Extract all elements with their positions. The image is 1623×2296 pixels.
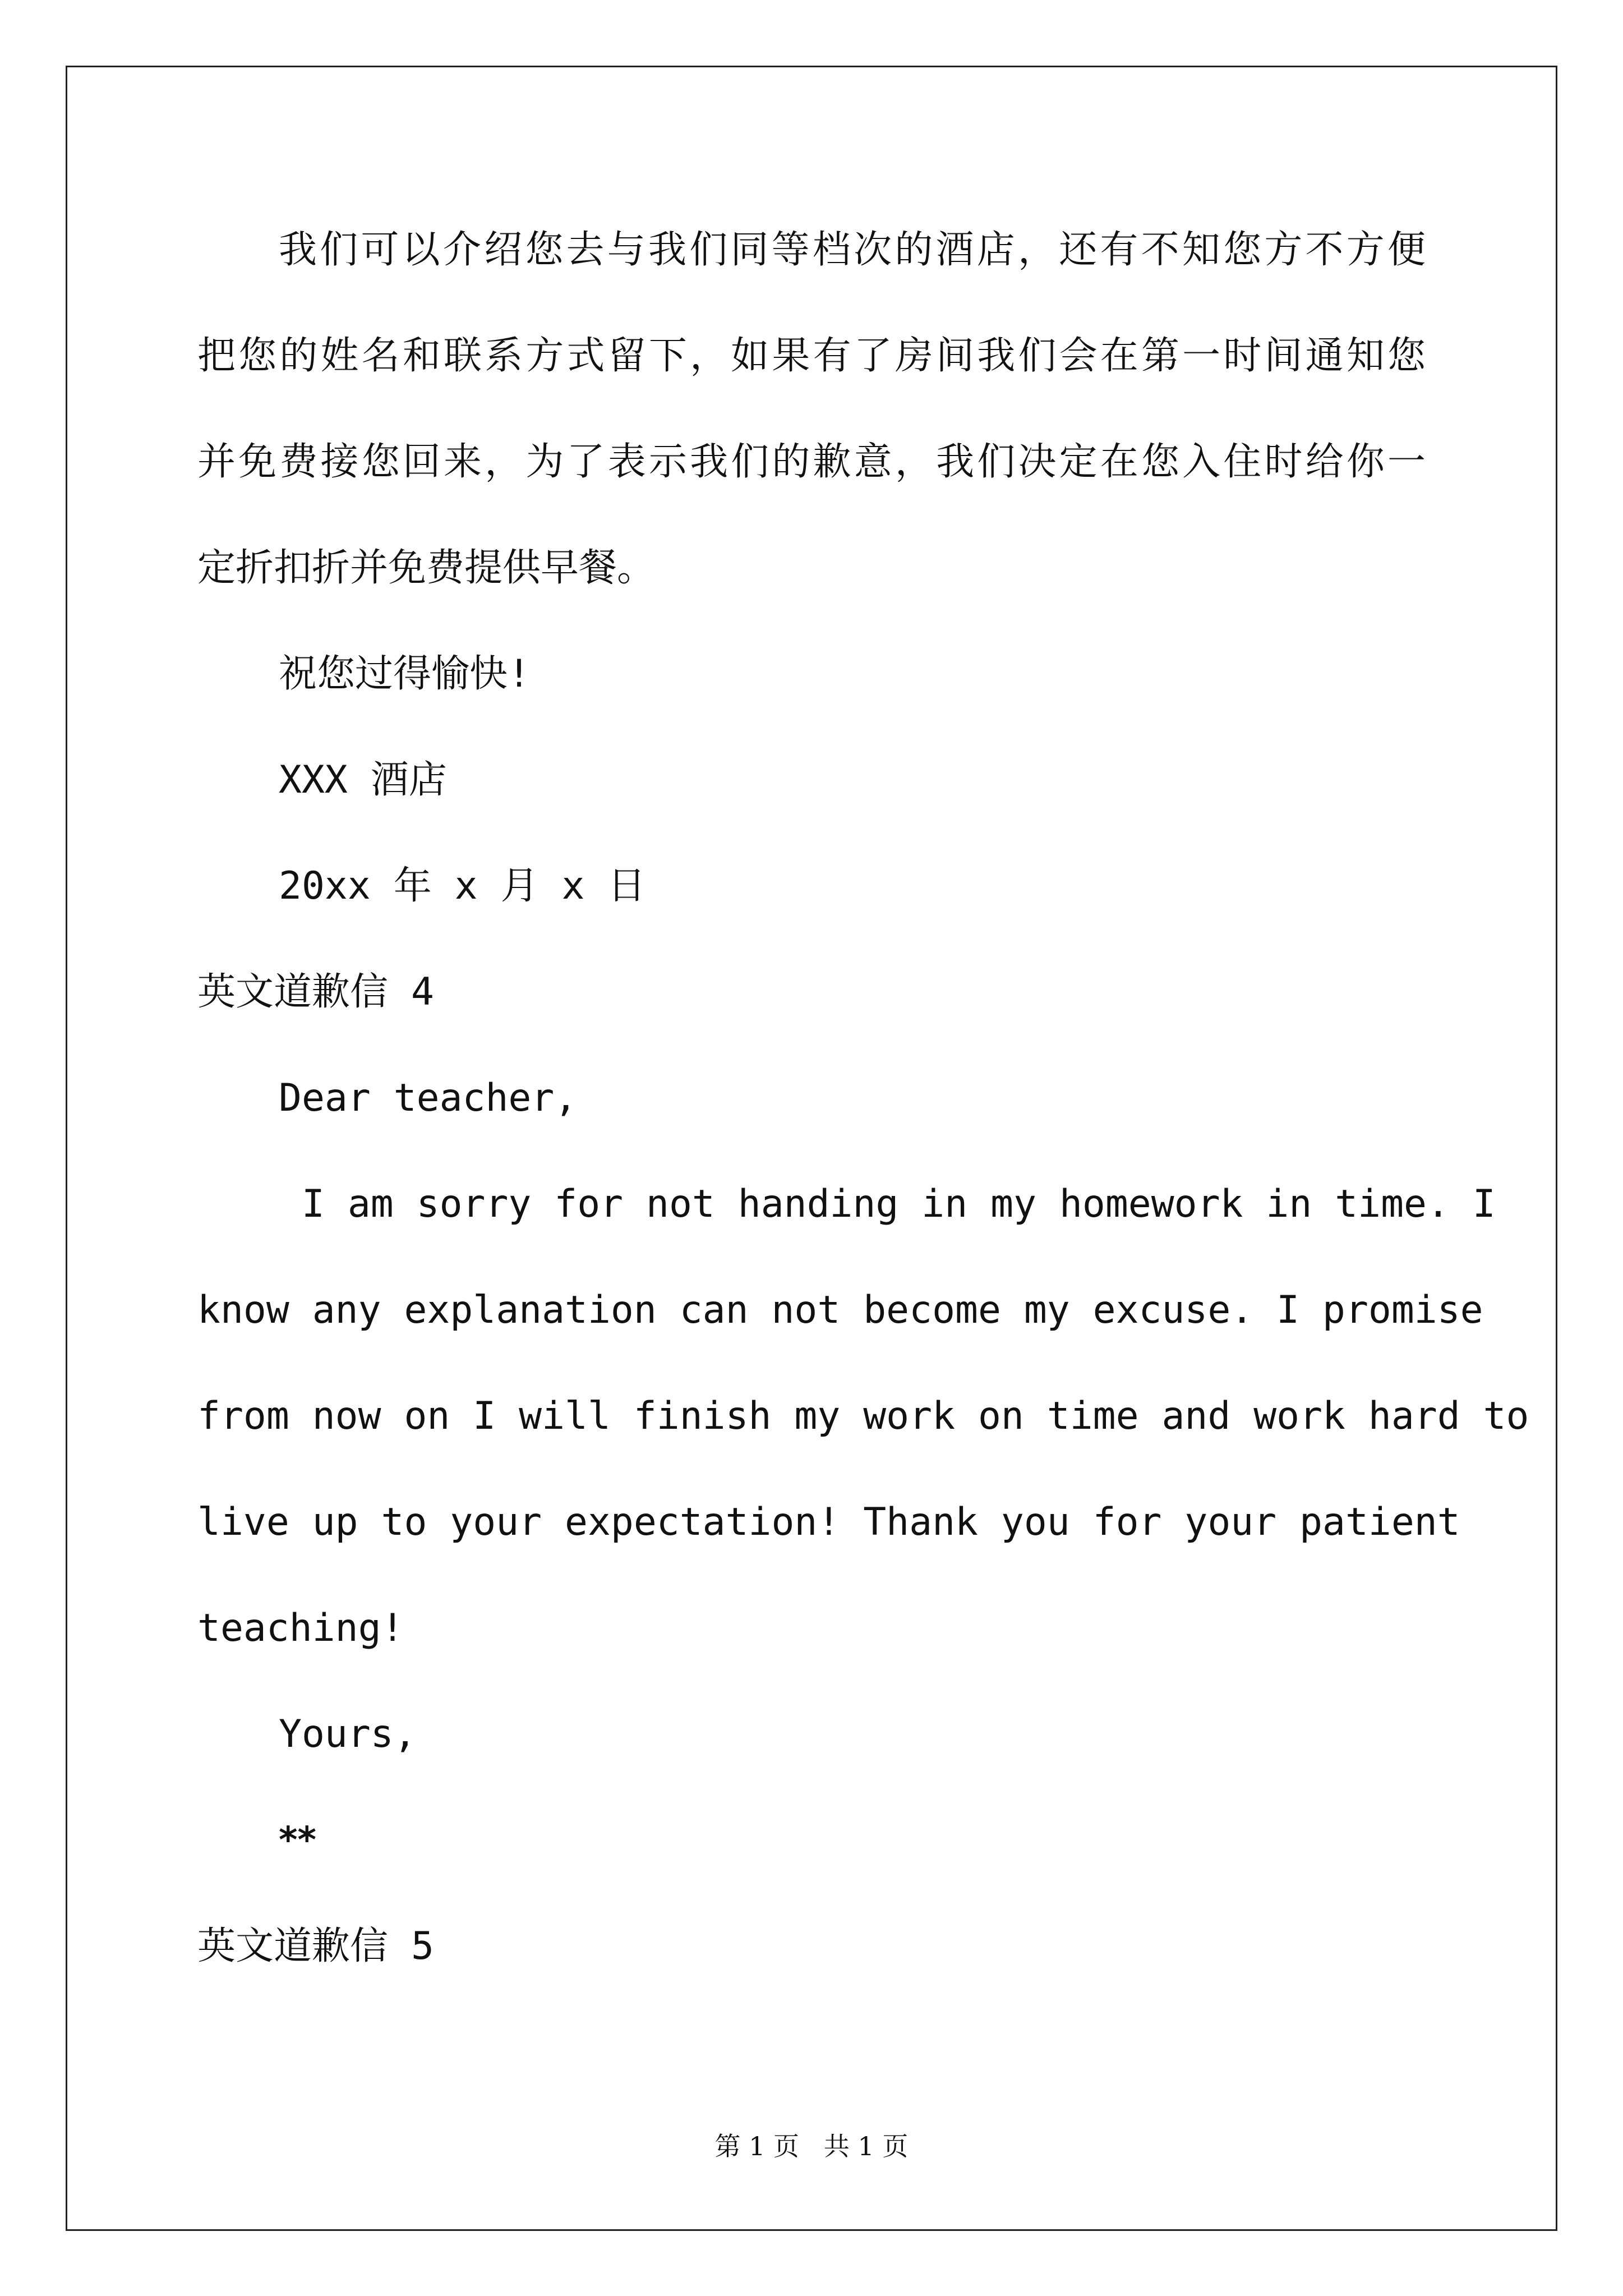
letter-body-line-3: from now on I will finish my work on time and work hard to: [197, 1394, 1529, 1438]
letter-body-line-1: I am sorry for not handing in my homework in time. I: [279, 1182, 1496, 1226]
letter-signature: **: [279, 1820, 316, 1861]
section-heading-5: 英文道歉信 5: [197, 1924, 434, 1968]
letter-body-line-2: know any explanation can not become my excuse. I promise: [197, 1288, 1483, 1332]
letter-body-line-4: live up to your expectation! Thank you for your patient: [197, 1500, 1460, 1544]
letter-closing: Yours,: [279, 1712, 417, 1756]
page-footer: 第 1 页 共 1 页: [714, 2131, 909, 2161]
letter-salutation: Dear teacher,: [279, 1076, 578, 1120]
signature-date: 20xx 年 x 月 x 日: [279, 864, 646, 908]
paragraph-line-2: 把您的姓名和联系方式留下，如果有了房间我们会在第一时间通知您: [197, 334, 1426, 378]
signature-hotel: XXX 酒店: [279, 758, 447, 802]
closing-wish: 祝您过得愉快!: [279, 652, 531, 696]
paragraph-line-4: 定折扣折并免费提供早餐。: [197, 546, 656, 590]
paragraph-line-3: 并免费接您回来，为了表示我们的歉意，我们决定在您入住时给你一: [197, 440, 1426, 484]
paragraph-line-1: 我们可以介绍您去与我们同等档次的酒店，还有不知您方不方便: [279, 228, 1426, 272]
letter-body-line-5: teaching!: [197, 1606, 404, 1650]
section-heading-4: 英文道歉信 4: [197, 970, 434, 1014]
page-border: [66, 66, 1557, 2231]
